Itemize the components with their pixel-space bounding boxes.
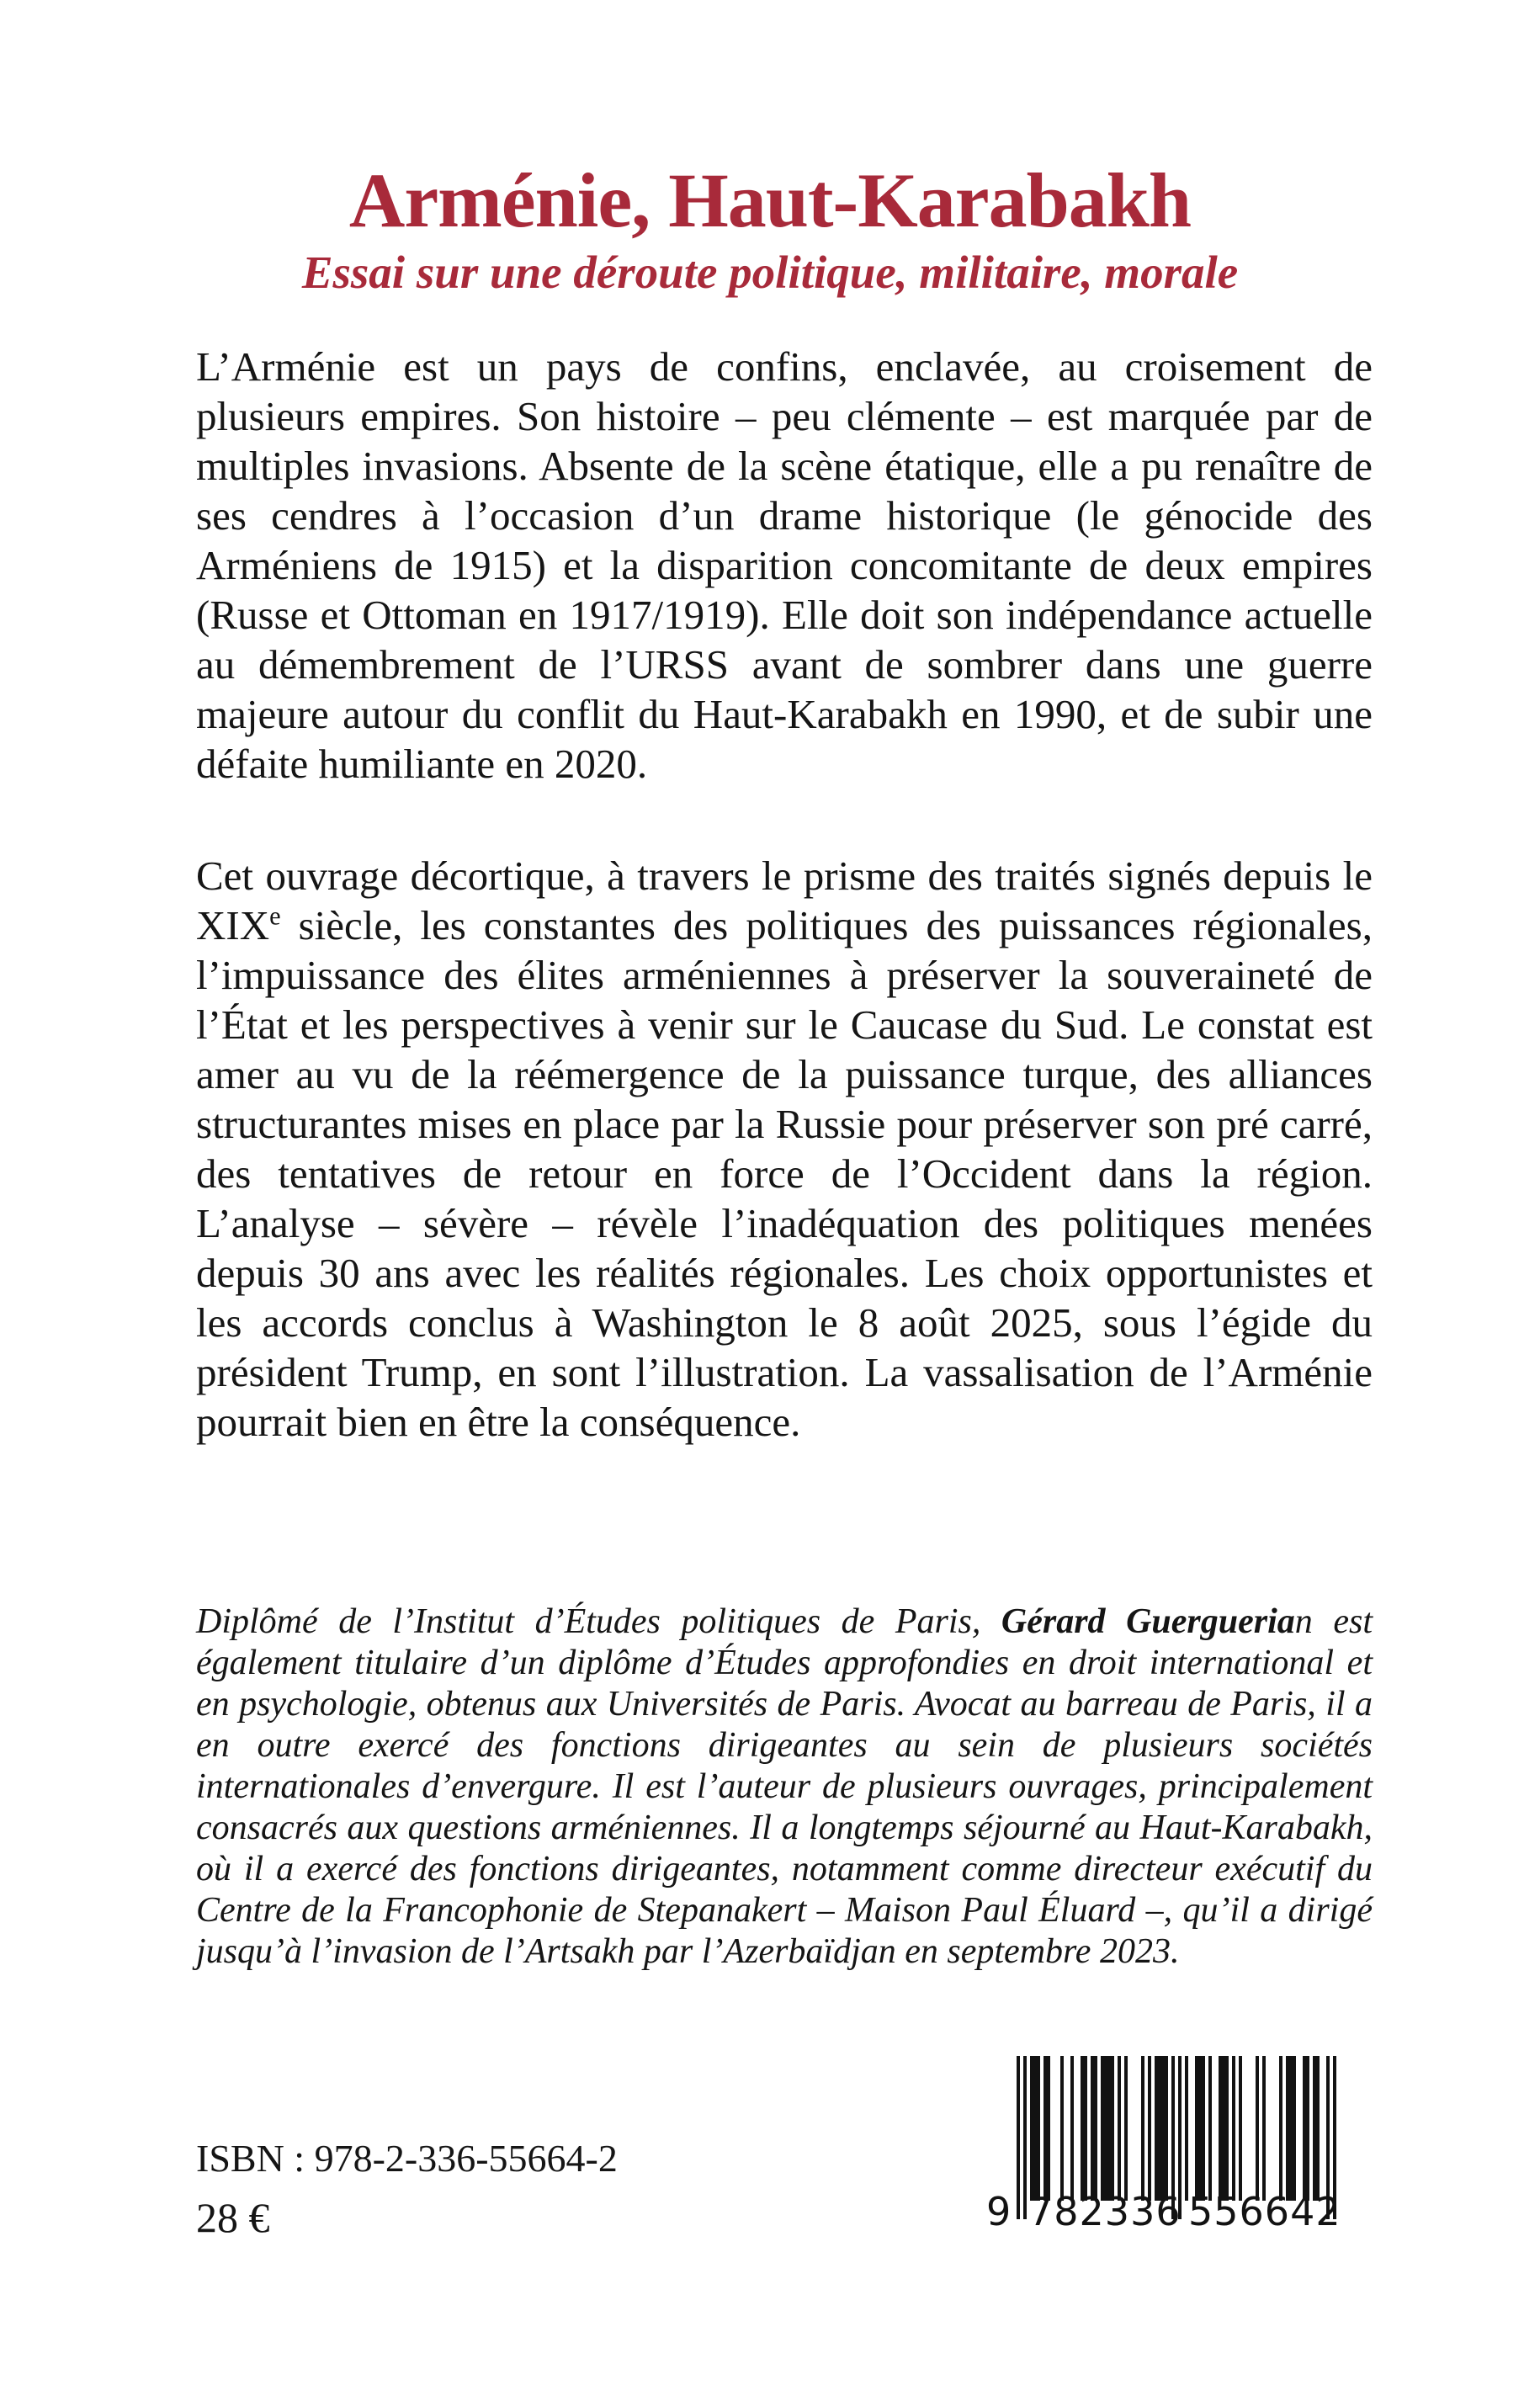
book-title: Arménie, Haut-Karabakh: [348, 157, 1192, 243]
barcode-lead-digit: 9: [986, 2189, 1012, 2234]
bio-text-after-name: n est également titulaire d’un diplôme d’Études approfondies en droit international et en psychologie, obtenus aux Universités de Paris. Avocat au barreau de Paris, il a en outre exercé des fonctions dirigeantes au sein de plusieurs sociétés internationales d’envergure. Il est l’auteur de plusieurs ouvrages, principalement consacrés aux questions arméniennes. Il a longtemps séjourné au Haut-Karabakh, où il a exercé des fonctions dirigeantes, notamment comme directeur exécutif du Centre de la Francophonie de Stepanakert – Maison Paul Éluard –, qu’il a dirigé jusqu’à l’invasion de l’Artsakh par l’Azerbaïdjan en septembre 2023.: [196, 1602, 1373, 1971]
isbn-text: ISBN : 978-2-336-55664-2: [196, 2137, 618, 2180]
ean13-barcode: [986, 2056, 1341, 2237]
synopsis-paragraph-2: [196, 851, 1373, 1447]
author-bio: [196, 1602, 1373, 1973]
synopsis-p2-before-superscript: Cet ouvrage décortique, à travers le prisme des traités signés depuis le XIX: [196, 853, 1373, 948]
price-text: 28 €: [196, 2194, 270, 2241]
synopsis: [196, 342, 1373, 1447]
synopsis-paragraph-1: L’Arménie est un pays de confins, enclavée, au croisement de plusieurs empires. Son histoire – peu clémente – est marquée par de multiples invasions. Absente de la scène étatique, elle a pu renaître de ses cendres à l’occasion d’un drame historique (le génocide des Arméniens de 1915) et la disparition concomitante de deux empires (Russe et Ottoman en 1917/1919). Elle doit son indépendance actuelle au démembrement de l’URSS avant de sombrer dans une guerre majeure autour du conflit du Haut-Karabakh en 1990, et de subir une défaite humiliante en 2020.: [196, 343, 1373, 787]
century-ordinal-superscript: e: [269, 901, 281, 931]
bio-text-before-name: Diplômé de l’Institut d’Études politiques de Paris,: [196, 1602, 1001, 1641]
barcode-left-digits: 782336: [1028, 2189, 1182, 2234]
barcode-right-digits: 556642: [1188, 2189, 1341, 2234]
author-name: Gérard Guergueria: [1001, 1602, 1295, 1641]
book-subtitle: Essai sur une déroute politique, militaire, morale: [301, 246, 1239, 298]
synopsis-p2-after-superscript: siècle, les constantes des politiques des puissances régionales, l’impuissance des élites arméniennes à préserver la souveraineté de l’État et les perspectives à venir sur le Caucase du Sud. Le constat est amer au vu de la réémergence de la puissance turque, des alliances structurantes mises en place par la Russie pour préserver son pré carré, des tentatives de retour en force de l’Occident dans la région. L’analyse – sévère – révèle l’inadéquation des politiques menées depuis 30 ans avec les réalités régionales. Les choix opportunistes et les accords conclus à Washington le 8 août 2025, sous l’égide du président Trump, en sont l’illustration. La vassalisation de l’Arménie pourrait bien en être la conséquence.: [196, 902, 1373, 1445]
